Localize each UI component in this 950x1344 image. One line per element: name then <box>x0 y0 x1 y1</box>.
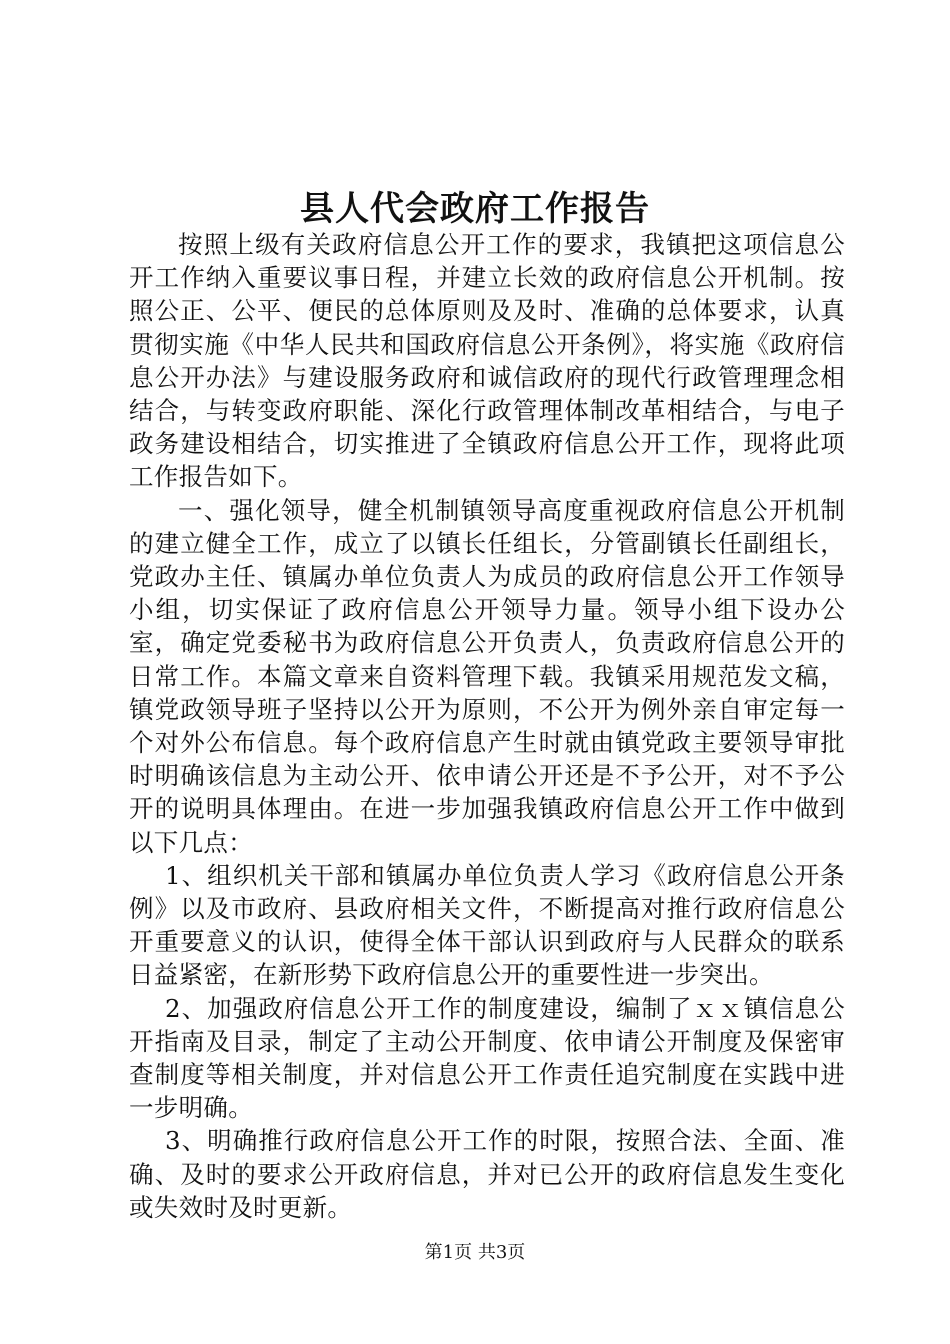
document-title: 县人代会政府工作报告 <box>300 189 650 229</box>
paragraph-item-1: 1、组织机关干部和镇属办单位负责人学习《政府信息公开条例》以及市政府、县政府相关文件，不断提高对推行政府信息公开重要意义的认识，使得全体干部认识到政府与人民群众的联系日益紧密，在新形势下政府信息公开的重要性进一步突出。 <box>129 860 845 990</box>
document-body <box>129 228 845 1224</box>
paragraph-section-1: 一、强化领导，健全机制镇领导高度重视政府信息公开机制的建立健全工作，成立了以镇长任组长，分管副镇长任副组长，党政办主任、镇属办单位负责人为成员的政府信息公开工作领导小组，切实保证了政府信息公开领导力量。领导小组下设办公室，确定党委秘书为政府信息公开负责人，负责政府信息公开的日常工作。本篇文章来自资料管理下载。我镇采用规范发文稿，镇党政领导班子坚持以公开为原则，不公开为例外亲自审定每一个对外公布信息。每个政府信息产生时就由镇党政主要领导审批时明确该信息为主动公开、依申请公开还是不予公开，对不予公开的说明具体理由。在进一步加强我镇政府信息公开工作中做到以下几点： <box>129 495 845 857</box>
page-footer: 第1页 共3页 <box>424 1242 526 1263</box>
paragraph-intro: 按照上级有关政府信息公开工作的要求，我镇把这项信息公开工作纳入重要议事日程，并建立长效的政府信息公开机制。按照公正、公平、便民的总体原则及及时、准确的总体要求，认真贯彻实施《中华人民共和国政府信息公开条例》，将实施《政府信息公开办法》与建设服务政府和诚信政府的现代行政管理理念相结合，与转变政府职能、深化行政管理体制改革相结合，与电子政务建设相结合，切实推进了全镇政府信息公开工作，现将此项工作报告如下。 <box>129 230 845 492</box>
paragraph-item-3: 3、明确推行政府信息公开工作的时限，按照合法、全面、准确、及时的要求公开政府信息，并对已公开的政府信息发生变化或失效时及时更新。 <box>129 1126 845 1222</box>
paragraph-item-2: 2、加强政府信息公开工作的制度建设，编制了ｘｘ镇信息公开指南及目录，制定了主动公开制度、依申请公开制度及保密审查制度等相关制度，并对信息公开工作责任追究制度在实践中进一步明确。 <box>129 993 845 1123</box>
